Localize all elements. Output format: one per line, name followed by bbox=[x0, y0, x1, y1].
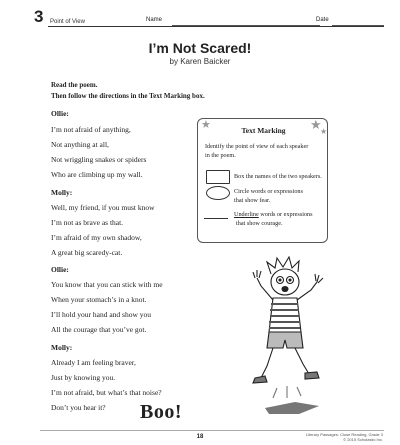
poem-line: A great big scaredy-cat. bbox=[51, 248, 123, 257]
lesson-title: Point of View bbox=[50, 19, 85, 25]
footer-divider bbox=[40, 430, 384, 431]
instruction-line-1: Read the poem. bbox=[51, 81, 98, 89]
date-input-line[interactable] bbox=[332, 25, 384, 26]
header-divider bbox=[48, 26, 384, 27]
star-icon: ★ bbox=[320, 127, 328, 136]
instruction-line-2: Then follow the directions in the Text Marking box. bbox=[51, 92, 205, 100]
poem-line: I’m not afraid, but what’s that noise? bbox=[51, 388, 162, 397]
star-icon: ★ bbox=[201, 119, 211, 131]
poem-line: I’m afraid of my own shadow, bbox=[51, 233, 142, 242]
name-label: Name bbox=[146, 17, 163, 23]
text-marking-title: Text Marking bbox=[241, 126, 286, 135]
poem-title: I’m Not Scared! bbox=[148, 40, 252, 56]
poem-byline: by Karen Baicker bbox=[169, 57, 231, 66]
boo-exclamation: Boo! bbox=[140, 401, 182, 423]
date-label: Date bbox=[316, 17, 329, 23]
poem-line: Don’t you hear it? bbox=[51, 403, 106, 412]
text-marking-intro: Identify the point of view of each speaker in the poem. bbox=[205, 143, 309, 159]
scared-boy-illustration bbox=[247, 256, 337, 428]
page-header bbox=[34, 8, 384, 30]
underline-instruction: Underline words or expressions that show courage. bbox=[234, 211, 313, 227]
speaker-name: Ollie: bbox=[51, 265, 69, 274]
poem-line: I’ll hold your hand and show you bbox=[51, 310, 151, 319]
speaker-name: Molly: bbox=[51, 343, 73, 352]
name-input-line[interactable] bbox=[172, 25, 320, 26]
speaker-name: Ollie: bbox=[51, 109, 69, 118]
box-symbol bbox=[206, 170, 230, 184]
footer-credit: Literary Passages: Close Reading, Grade 3 © 2015 Scholastic Inc. bbox=[305, 432, 383, 442]
circle-instruction: Circle words or expressions that show fear. bbox=[234, 188, 303, 204]
page-number: 18 bbox=[196, 434, 204, 440]
lesson-number: 3 bbox=[34, 7, 44, 26]
poem-line: Well, my friend, if you must know bbox=[51, 203, 155, 212]
poem-line: Just by knowing you. bbox=[51, 373, 116, 382]
poem-line: Not wriggling snakes or spiders bbox=[51, 155, 147, 164]
star-icon: ★ bbox=[310, 117, 322, 132]
underline-symbol bbox=[204, 218, 228, 219]
poem-line: I’m not afraid of anything, bbox=[51, 125, 131, 134]
poem-line: All the courage that you’ve got. bbox=[51, 325, 147, 334]
poem-line: You know that you can stick with me bbox=[51, 280, 163, 289]
poem-line: Already I am feeling braver, bbox=[51, 358, 136, 367]
box-instruction: Box the names of the two speakers. bbox=[234, 173, 322, 180]
poem-line: Who are climbing up my wall. bbox=[51, 170, 143, 179]
poem-line: Not anything at all, bbox=[51, 140, 109, 149]
circle-symbol bbox=[206, 186, 230, 200]
poem-line: When your stomach’s in a knot. bbox=[51, 295, 147, 304]
speaker-name: Molly: bbox=[51, 188, 73, 197]
poem-line: I’m not as brave as that. bbox=[51, 218, 124, 227]
